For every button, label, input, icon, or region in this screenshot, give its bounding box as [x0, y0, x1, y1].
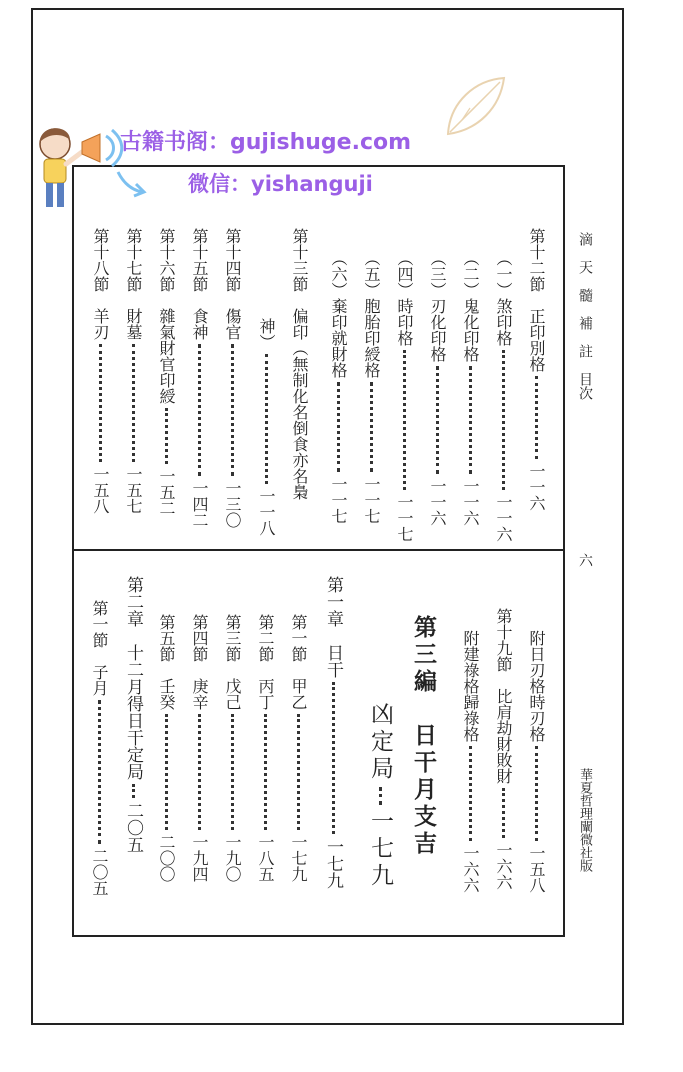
toc-entry	[224, 228, 240, 528]
toc-entry-label: （二）鬼化印格	[461, 250, 480, 362]
toc-page-number: 一一七	[329, 476, 348, 524]
toc-entry-label: 第一章 日干	[323, 576, 343, 678]
running-head-section: 目次	[577, 372, 593, 400]
toc-entry-label: 第十六節 雜氣財官印綬	[157, 228, 176, 404]
toc-entry	[528, 228, 544, 511]
toc-page-number: 一五八	[91, 466, 110, 514]
leader-dots	[535, 746, 538, 841]
toc-page-number: 二〇五	[90, 848, 109, 896]
toc-entry-label: （三）刃化印格	[428, 250, 447, 362]
toc-page-number: 一九四	[190, 834, 209, 882]
toc-page-number: 一八五	[256, 834, 275, 882]
toc-entry-label: 附建祿格歸祿格	[461, 630, 480, 742]
toc-entry-label: （五）胞胎印綬格	[362, 250, 381, 378]
leaf-watermark-icon	[440, 72, 510, 142]
toc-entry-label: 第二節 丙丁	[256, 614, 275, 710]
toc-entry	[224, 614, 240, 882]
toc-page-number: 一一六	[428, 478, 447, 526]
toc-entry-label: 神）	[257, 318, 276, 350]
leader-dots	[297, 714, 300, 830]
toc-entry	[528, 630, 544, 893]
toc-page-number: 一七九	[289, 834, 308, 882]
toc-entry-label: （四）時印格	[395, 250, 414, 346]
watermark-site: 古籍书阁：gujishuge.com	[120, 130, 412, 155]
toc-entry	[368, 702, 391, 890]
toc-entry-label: 第十二節 正印別格	[527, 228, 546, 372]
toc-page-number: 一一六	[461, 478, 480, 526]
leader-dots	[198, 714, 201, 830]
toc-page-number: 一六六	[461, 845, 480, 893]
toc-entry	[330, 250, 346, 524]
toc-entry-label: （一）煞印格	[494, 250, 513, 346]
toc-page-number: 一一六	[494, 494, 513, 542]
toc-page-number: 一五八	[527, 845, 546, 893]
toc-entry-label: 第十五節 食神	[190, 228, 209, 340]
toc-entry	[290, 614, 306, 882]
content-border	[72, 165, 565, 937]
toc-page-number: 一五二	[157, 468, 176, 516]
running-head-title: 滴天髓補註	[577, 232, 593, 372]
part-heading	[412, 615, 435, 858]
toc-entry	[125, 228, 141, 514]
toc-entry-label: 凶定局	[367, 702, 393, 783]
toc-entry	[462, 630, 478, 893]
leader-dots	[98, 700, 101, 844]
toc-entry-label: 第十三節 偏印（無制化名倒食亦名梟	[290, 228, 309, 500]
leader-dots	[403, 350, 406, 490]
leader-dots	[332, 682, 335, 834]
toc-entry	[91, 600, 107, 896]
toc-entry	[158, 614, 174, 882]
leader-dots	[132, 344, 135, 462]
leader-dots	[99, 344, 102, 462]
leader-dots	[337, 382, 340, 472]
leader-dots	[370, 382, 373, 472]
section-divider	[72, 549, 565, 551]
toc-entry-label: 第四節 庚辛	[190, 614, 209, 710]
leader-dots	[231, 714, 234, 830]
toc-page-number: 一七九	[367, 809, 393, 890]
toc-entry	[258, 318, 274, 536]
publisher-imprint: 華夏哲理闡微社版	[577, 768, 592, 872]
toc-entry	[495, 250, 511, 542]
toc-entry	[92, 228, 108, 514]
part-heading-label: 第三編 日干月支吉	[410, 615, 437, 858]
page-number: 六	[577, 553, 593, 567]
toc-entry-label: 第二章 十二月得日干定局	[123, 576, 143, 780]
toc-page-number: 一三〇	[223, 480, 242, 528]
toc-entry	[495, 608, 511, 890]
toc-entry-label: （六）棄印就財格	[329, 250, 348, 378]
leader-dots	[469, 746, 472, 841]
leader-dots	[469, 366, 472, 474]
leader-dots	[502, 788, 505, 838]
toc-entry	[124, 576, 141, 853]
toc-entry	[291, 228, 307, 500]
leader-dots	[264, 714, 267, 830]
toc-entry-label: 第三節 戊己	[223, 614, 242, 710]
toc-entry	[462, 250, 478, 526]
toc-entry-label: 第十四節 傷官	[223, 228, 242, 340]
toc-entry-label: 第十九節 比肩劫財敗財	[494, 608, 513, 784]
toc-entry-label: 第一節 子月	[90, 600, 109, 696]
toc-page-number: 一一八	[257, 488, 276, 536]
toc-entry	[429, 250, 445, 526]
toc-page-number: 一六六	[494, 842, 513, 890]
leader-dots	[132, 784, 135, 798]
leader-dots	[535, 376, 538, 459]
toc-entry-label: 第十八節 羊刃	[91, 228, 110, 340]
toc-page-number: 一一六	[527, 463, 546, 511]
leader-dots	[502, 350, 505, 490]
toc-page-number: 一一七	[362, 476, 381, 524]
toc-entry-label: 第一節 甲乙	[289, 614, 308, 710]
leader-dots	[379, 787, 382, 805]
toc-page-number: 一九〇	[223, 834, 242, 882]
toc-entry	[396, 250, 412, 542]
toc-entry	[191, 228, 207, 528]
toc-entry	[363, 250, 379, 524]
toc-page-number: 一四二	[190, 480, 209, 528]
toc-entry	[324, 576, 341, 889]
toc-entry	[191, 614, 207, 882]
toc-entry-label: 第十七節 財墓	[124, 228, 143, 340]
toc-page-number: 二〇〇	[157, 834, 176, 882]
toc-entry-label: 附日刃格時刃格	[527, 630, 546, 742]
leader-dots	[165, 714, 168, 830]
toc-entry-label: 第五節 壬癸	[157, 614, 176, 710]
leader-dots	[198, 344, 201, 476]
leader-dots	[265, 354, 268, 484]
toc-page-number: 一一七	[395, 494, 414, 542]
leader-dots	[165, 408, 168, 464]
toc-page-number: 一五七	[124, 466, 143, 514]
leader-dots	[231, 344, 234, 476]
toc-entry	[257, 614, 273, 882]
toc-page-number: 一七九	[323, 838, 343, 889]
toc-page-number: 二〇五	[123, 802, 143, 853]
toc-entry	[158, 228, 174, 516]
watermark-wechat: 微信：yishanguji	[188, 172, 373, 196]
leader-dots	[436, 366, 439, 474]
